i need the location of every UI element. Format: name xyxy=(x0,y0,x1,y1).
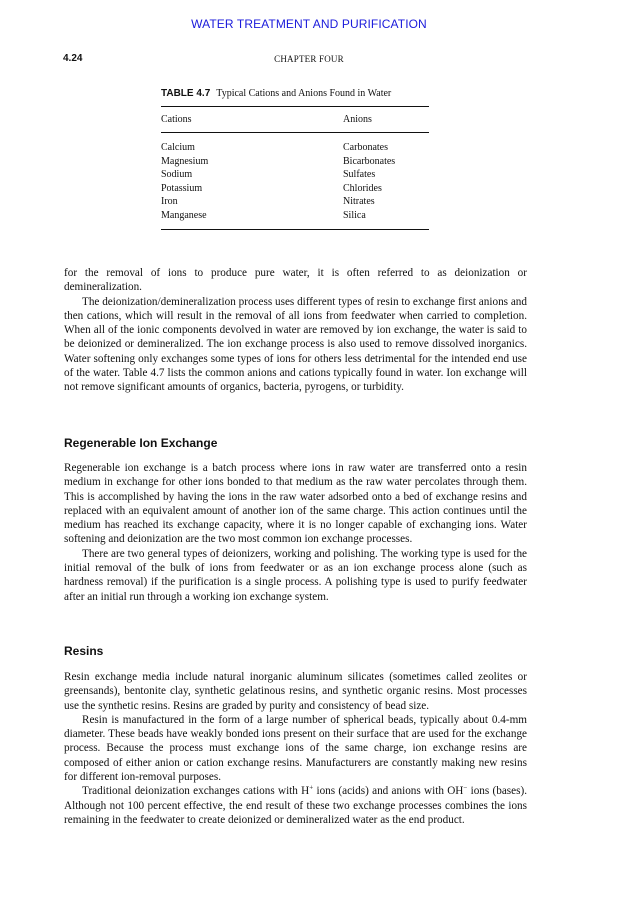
table-title: Typical Cations and Anions Found in Water xyxy=(216,88,392,99)
resins-p3-part-b: ions (acids) and anions with OH xyxy=(313,785,464,798)
table-row xyxy=(161,168,429,182)
hydrogen-ion-charge: + xyxy=(309,783,314,792)
table-cell: Sulfates xyxy=(343,169,376,181)
table-row xyxy=(161,155,429,169)
resins-paragraph-1: Resin exchange media include natural inorganic aluminum silicates (sometimes called zeolites or greensands), bentonite clay, synthetic gelatinous resins, and synthetic organic resins. Most processes use the synthetic resins. Resins are graded by purity and consistency of bead size. xyxy=(64,671,527,712)
table-row xyxy=(161,141,429,155)
table-row xyxy=(161,182,429,196)
table-bottom-rule xyxy=(161,229,429,230)
regenerable-paragraph-1: Regenerable ion exchange is a batch process where ions in raw water are transferred onto a resin medium in exchange for other ions bonded to that medium as the raw water percolates through them. This is accomplished by having the ions in the raw water adsorbed onto a bed of exchange resins and replaced with an equivalent amount of another ion of the same charge. This action continues until the medium has reached its exchange capacity, where it is no longer capable of exchanging ions. Water softening and deionization are the two most common ion exchange processes. xyxy=(64,462,527,546)
table-4-7 xyxy=(161,88,429,230)
running-title: WATER TREATMENT AND PURIFICATION xyxy=(191,17,427,31)
table-cell: Nitrates xyxy=(343,196,375,208)
regenerable-section xyxy=(64,461,527,604)
table-cell: Calcium xyxy=(161,142,195,153)
section-heading-resins: Resins xyxy=(64,644,104,658)
hydroxide-ion-charge: − xyxy=(463,783,468,792)
table-caption xyxy=(161,88,429,99)
intro-paragraph-1: for the removal of ions to produce pure water, it is often referred to as deionization or demineralization. xyxy=(64,267,527,294)
table-cell: Manganese xyxy=(161,209,207,221)
table-cell: Potassium xyxy=(161,182,203,194)
table-cell: Silica xyxy=(343,209,366,221)
resins-paragraph-3 xyxy=(64,784,527,827)
chapter-label: CHAPTER FOUR xyxy=(274,54,344,64)
resins-section xyxy=(64,670,527,827)
table-header-row xyxy=(161,107,429,132)
regenerable-paragraph-2: There are two general types of deionizers, working and polishing. The working type is used for the initial removal of the bulk of ions from feedwater or as an ion exchange process alone (such as hardness removal) if the purification is a single process. A polishing type is used to purify feedwater after an initial run through a working ion exchange system. xyxy=(64,547,527,603)
column-header-cations: Cations xyxy=(161,114,192,125)
table-row xyxy=(161,195,429,209)
resins-p3-part-c: ions (bases). Although not 100 percent effective, the end result of these two exchange processes combines the ions remaining in the feedwater to create deionized or demineralized water as the end product. xyxy=(64,785,527,826)
table-cell: Chlorides xyxy=(343,182,382,194)
page-number: 4.24 xyxy=(63,53,83,64)
table-body xyxy=(161,133,429,229)
table-cell: Bicarbonates xyxy=(343,155,396,167)
resins-p3-part-a: Traditional deionization exchanges cations with H xyxy=(82,785,310,798)
table-row xyxy=(161,209,429,223)
intro-section xyxy=(64,266,527,395)
resins-paragraph-2: Resin is manufactured in the form of a large number of spherical beads, typically about 0.4-mm diameter. These beads have weakly bonded ions present on their surface that are used for the exchange process. Because the process must exchange ions of the same charge, ion exchange resins are composed of either anion or cation exchange resins. Manufacturers are constantly making new resins for different ion-removal purposes. xyxy=(64,713,527,784)
table-cell: Sodium xyxy=(161,169,193,181)
section-heading-regenerable: Regenerable Ion Exchange xyxy=(64,436,218,450)
intro-paragraph-2: The deionization/demineralization process uses different types of resin to exchange first anions and then cations, which will result in the removal of all ions from feedwater when carried to completion. When all of the ionic components devolved in water are removed by ion exchange, the water is said to be deionized or demineralized. The ion exchange process is also used to remove dissolved inorganics. Water softening only exchanges some types of ions for others less detrimental for the intended end use of the water. Table 4.7 lists the common anions and cations typically found in water. Ion exchange will not remove significant amounts of organics, bacteria, pyrogens, or turbidity. xyxy=(64,295,527,394)
table-label: TABLE 4.7 xyxy=(161,88,211,99)
column-header-anions: Anions xyxy=(343,114,372,125)
table-cell: Magnesium xyxy=(161,155,209,167)
table-cell: Iron xyxy=(161,196,178,208)
table-cell: Carbonates xyxy=(343,142,388,153)
